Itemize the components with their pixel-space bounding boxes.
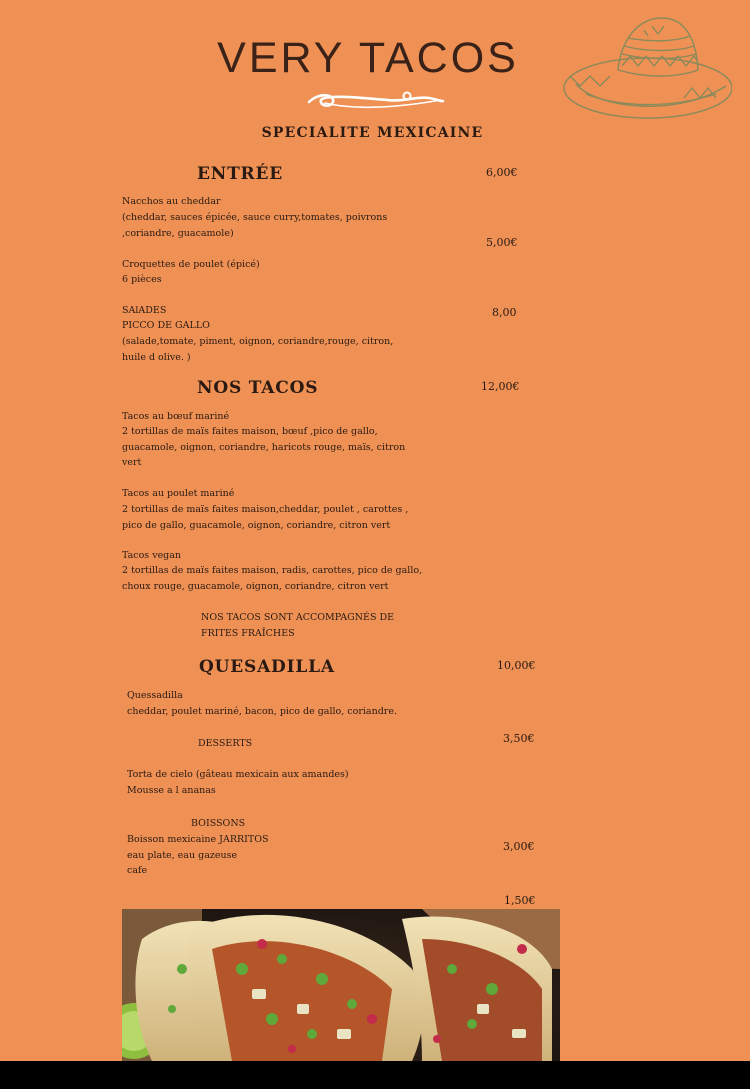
- page-subtitle: SPECIALITE MEXICAINE: [261, 125, 484, 141]
- item-name-salades: SAlADES: [122, 305, 167, 316]
- price-desserts: 3,50€: [503, 732, 535, 745]
- price-croquettes: 5,00€: [486, 236, 518, 249]
- tacos-note: NOS TACOS SONT ACCOMPAGNÉS DE FRITES FRAÎCHES: [201, 612, 395, 639]
- item-desc-salades: (salade,tomate, piment, oignon, coriandre,rouge, citron, huile d olive. ): [122, 336, 394, 363]
- section-heading-boissons: BOISSONS: [191, 818, 246, 829]
- item-name-nachos: Nacchos au cheddar: [122, 196, 221, 207]
- item-list-desserts: Torta de cielo (gâteau mexicain aux amandes) Mousse a l ananas: [127, 769, 349, 796]
- item-desc-tacos-vegan: 2 tortillas de maïs faites maison, radis, carottes, pico de gallo, choux rouge, guacamole, oignon, coriandre, citron vert: [122, 565, 423, 592]
- item-name-tacos-boeuf: Tacos au bœuf mariné: [122, 411, 230, 422]
- restaurant-title: VERY TACOS: [217, 34, 519, 82]
- item-desc-nachos: (cheddar, sauces épicée, sauce curry,tomates, poivrons ,coriandre, guacamole): [122, 212, 388, 239]
- item-name-tacos-poulet: Tacos au poulet mariné: [122, 488, 235, 499]
- section-heading-entree: ENTRÉE: [197, 164, 283, 184]
- item-desc-quesadilla: cheddar, poulet mariné, bacon, pico de gallo, coriandre.: [127, 706, 397, 717]
- bottom-bar: [0, 1061, 750, 1089]
- price-entree: 6,00€: [486, 166, 518, 179]
- item-name-quesadilla: Quessadilla: [127, 690, 183, 701]
- sombrero-icon: [556, 14, 732, 138]
- price-salades: 8,00: [492, 306, 517, 319]
- item-list-boissons: Boisson mexicaine JARRITOS eau plate, eau gazeuse cafe: [127, 834, 269, 877]
- item-name-croquettes: Croquettes de poulet (épicé): [122, 259, 260, 270]
- price-jarritos: 3,00€: [503, 840, 535, 853]
- price-quesadilla: 10,00€: [497, 659, 536, 672]
- price-tacos: 12,00€: [481, 380, 520, 393]
- flourish-ornament: [305, 88, 445, 112]
- item-desc-tacos-boeuf: 2 tortillas de maïs faites maison, bœuf ,pico de gallo, guacamole, oignon, coriandre, haricots rouge, maïs, citron vert: [122, 426, 406, 469]
- item-sub-salades: PICCO DE GALLO: [122, 320, 210, 331]
- section-heading-tacos: NOS TACOS: [197, 378, 319, 398]
- item-desc-tacos-poulet: 2 tortillas de maïs faites maison,cheddar, poulet , carottes , pico de gallo, guacamole, oignon, coriandre, citron vert: [122, 504, 409, 531]
- item-desc-croquettes: 6 pièces: [122, 274, 162, 285]
- tacos-photo: [122, 909, 560, 1061]
- price-eau: 1,50€: [504, 894, 536, 907]
- section-heading-desserts: DESSERTS: [198, 738, 253, 749]
- item-name-tacos-vegan: Tacos vegan: [122, 550, 182, 561]
- section-heading-quesadilla: QUESADILLA: [199, 657, 335, 677]
